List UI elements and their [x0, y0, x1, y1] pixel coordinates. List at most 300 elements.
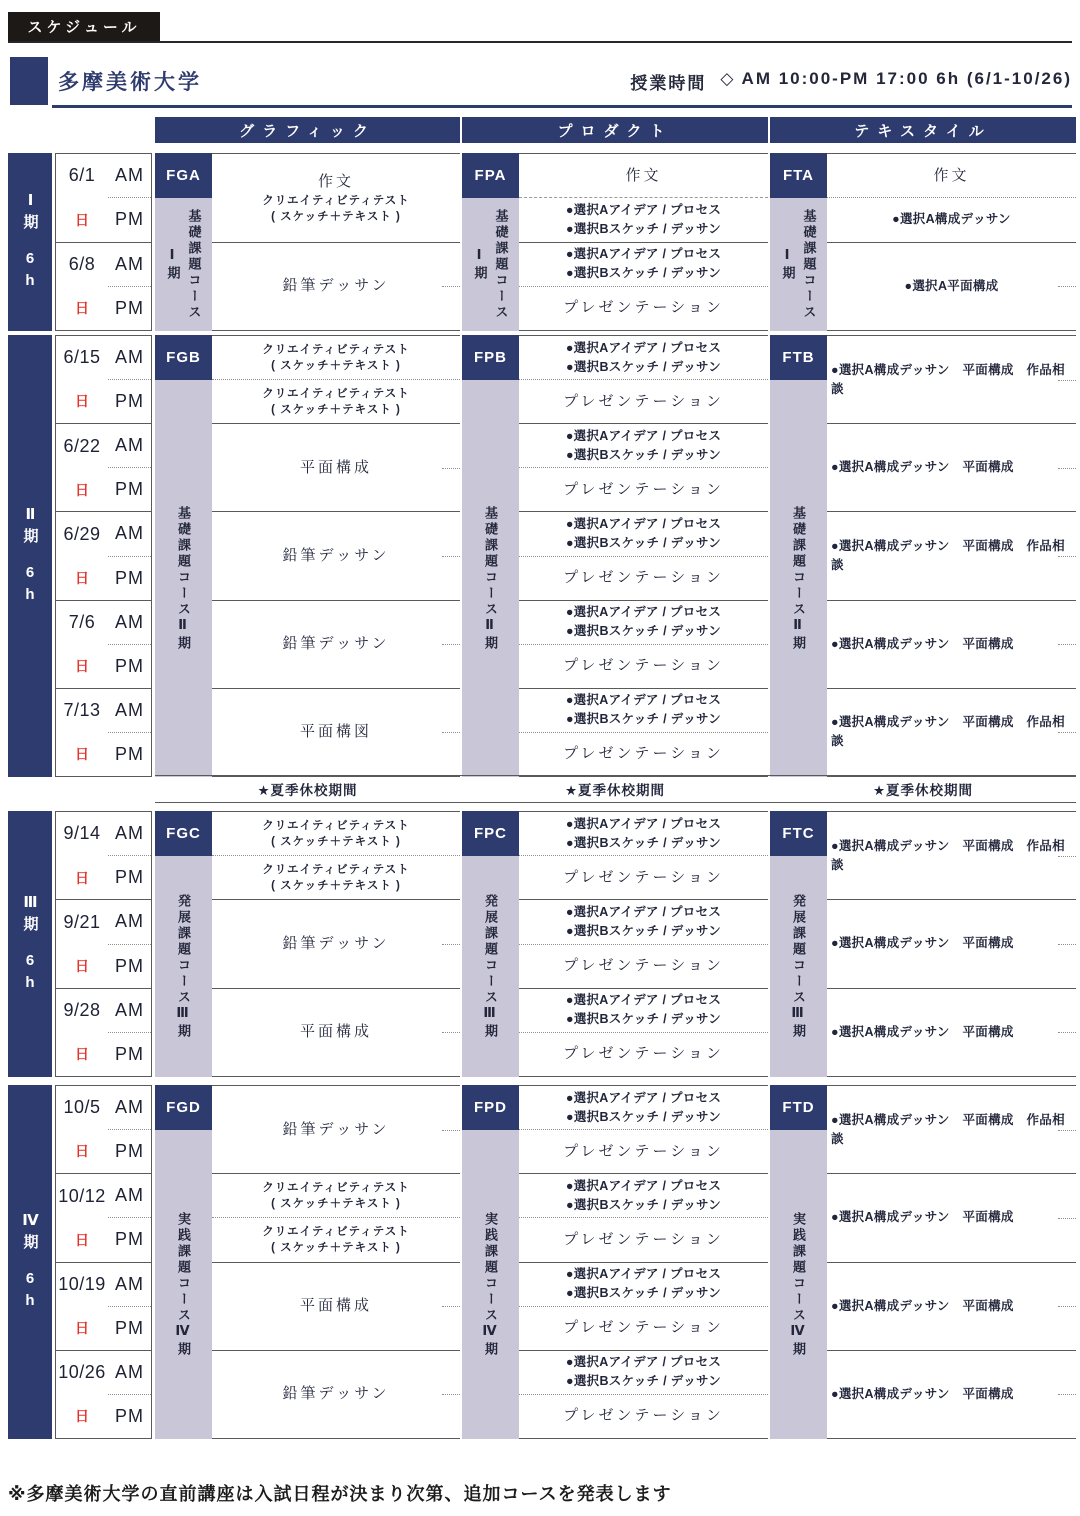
schedule-cell-group [827, 1263, 1076, 1351]
course-band-label: 実践課題コースⅣ期 [791, 1211, 806, 1358]
cell-text: クリエイティビティテスト [262, 863, 410, 876]
date-group [56, 1086, 151, 1174]
cell-text: ●選択Bスケッチ / デッサン [566, 359, 721, 374]
date-group [56, 154, 151, 243]
cell-text: ●選択A構成デッサン 平面構成 [831, 1024, 1014, 1039]
header-rule [52, 105, 1072, 108]
date-label: 10/26 [58, 1362, 106, 1383]
period-label [8, 335, 52, 777]
cell-text: ●選択A構成デッサン 平面構成 作品相談 [831, 838, 1065, 872]
schedule-cell-group [827, 512, 1076, 600]
schedule-cell-group [212, 689, 460, 776]
course-band [462, 856, 519, 1077]
date-group [56, 1174, 151, 1262]
course-band-label: 基礎課題コースⅡ期 [483, 505, 498, 652]
cell-text: ●選択A構成デッサン 平面構成 作品相談 [831, 715, 1065, 749]
cell-text: ●選択Bスケッチ / デッサン [566, 221, 721, 236]
day-label: 日 [75, 746, 89, 763]
course-band-label: 実践課題コースⅣ期 [483, 1211, 498, 1358]
day-label: 日 [75, 1231, 89, 1248]
course-code-badge: FTA [770, 153, 827, 198]
date-label: 7/6 [68, 611, 96, 632]
am-label: AM [108, 336, 151, 380]
date-label: 9/21 [63, 911, 101, 932]
schedule-cell [827, 900, 1076, 987]
cell-text: ( スケッチ＋テキスト ) [271, 359, 401, 372]
schedule-cell-am [212, 1174, 460, 1217]
schedule-cell-group [519, 812, 768, 900]
schedule-cell-group [519, 424, 768, 512]
pm-label: PM [115, 479, 144, 500]
cell-text: 鉛筆デッサン [282, 547, 390, 564]
date-group [56, 989, 151, 1076]
schedule-cell-am [519, 1351, 768, 1394]
course-code-badge: FPD [462, 1085, 519, 1130]
course-code-badge: FGB [155, 335, 212, 380]
schedule-cell-pm [519, 286, 768, 330]
schedule-cell [827, 1086, 1076, 1173]
cell-text: プレゼンテーション [563, 392, 724, 410]
date-group [56, 812, 151, 900]
cell-text: ( スケッチ＋テキスト ) [271, 1197, 401, 1210]
course-band-t [770, 153, 827, 331]
course-band [155, 1130, 212, 1439]
date-column [55, 811, 152, 1077]
schedule-cell-am [519, 601, 768, 644]
schedule-cell-group [827, 424, 1076, 512]
date-label: 10/19 [58, 1273, 106, 1294]
am-label: AM [108, 243, 151, 287]
cell-text: プレゼンテーション [563, 657, 724, 675]
content-column-g [212, 153, 460, 331]
schedule-cell-group [212, 336, 460, 424]
schedule-cell [212, 689, 460, 776]
cell-text: ●選択Aアイデア / プロセス [565, 1267, 722, 1282]
course-term-label: Ⅰ期 [780, 247, 796, 282]
cell-text: クリエイティビティテスト [262, 1181, 410, 1194]
cell-text: ●選択Bスケッチ / デッサン [566, 624, 721, 639]
date-group [56, 243, 151, 331]
cell-text: プレゼンテーション [563, 957, 724, 975]
schedule-cell-group [827, 812, 1076, 900]
period-label [8, 153, 52, 331]
schedule-cell-group [827, 336, 1076, 424]
cell-text: 平面構成 [299, 1023, 372, 1041]
content-column-p [519, 335, 768, 777]
am-label: AM [108, 424, 151, 468]
content-column-t [827, 335, 1076, 777]
course-band-label: 発展課題コースⅢ期 [791, 893, 806, 1040]
period-hours: 6h [21, 249, 39, 294]
cell-text: ●選択Aアイデア / プロセス [565, 428, 722, 443]
content-column-p [519, 1085, 768, 1439]
course-band-g [155, 153, 212, 331]
course-band [462, 198, 519, 331]
period-block-1 [8, 153, 1076, 331]
cell-text: プレゼンテーション [563, 569, 724, 587]
schedule-cell-am [519, 512, 768, 555]
schedule-cell-am [519, 336, 768, 379]
content-column-g [212, 811, 460, 1077]
cell-text: ●選択Bスケッチ / デッサン [566, 1374, 721, 1389]
cell-text: ●選択Aアイデア / プロセス [565, 605, 722, 620]
schedule-cell [827, 812, 1076, 899]
am-label: AM [108, 154, 151, 198]
pm-label: PM [115, 1317, 144, 1338]
course-band-label: 基礎課題コース [493, 208, 509, 321]
schedule-cell [827, 1174, 1076, 1261]
date-group [56, 601, 151, 689]
course-band-g [155, 335, 212, 777]
schedule-cell-pm [519, 1306, 768, 1350]
schedule-cell-pm [827, 197, 1076, 241]
course-code-badge: FGD [155, 1085, 212, 1130]
footnote: ※多摩美術大学の直前講座は入試日程が決まり次第、追加コースを発表します [8, 1484, 672, 1504]
schedule-cell-pm [519, 855, 768, 899]
cell-text: プレゼンテーション [563, 868, 724, 886]
day-label: 日 [75, 658, 89, 675]
course-band-label: 基礎課題コース [801, 208, 817, 321]
cell-text: プレゼンテーション [563, 1230, 724, 1248]
schedule-cell-group [212, 812, 460, 900]
period-term: Ⅳ期 [21, 1210, 39, 1254]
schedule-cell-am [519, 243, 768, 286]
schedule-cell [212, 900, 460, 987]
cell-text: 鉛筆デッサン [282, 934, 390, 952]
course-band [155, 380, 212, 777]
schedule-cell-group [827, 1086, 1076, 1174]
course-band-p [462, 811, 519, 1077]
schedule-cell [827, 424, 1076, 511]
cell-text: 平面構図 [299, 723, 372, 741]
cell-text: ●選択Aアイデア / プロセス [565, 993, 722, 1008]
date-label: 6/29 [63, 523, 101, 544]
schedule-cell-group [827, 689, 1076, 776]
pm-label: PM [115, 867, 144, 888]
cell-text: ●選択Bスケッチ / デッサン [566, 1197, 721, 1212]
pm-label: PM [115, 567, 144, 588]
date-column [55, 1085, 152, 1439]
schedule-cell-group [519, 1263, 768, 1351]
date-label: 7/13 [63, 700, 101, 721]
date-group [56, 512, 151, 600]
summer-break-label: ★夏季休校期間 [564, 783, 666, 798]
am-label: AM [108, 1086, 151, 1130]
content-column-t [827, 811, 1076, 1077]
date-group [56, 336, 151, 424]
schedule-cell-group [212, 900, 460, 988]
schedule-cell-group [827, 1351, 1076, 1438]
schedule-cell-group [519, 1086, 768, 1174]
cell-text: ●選択Bスケッチ / デッサン [566, 835, 721, 850]
cell-text: 作文 [317, 172, 354, 190]
course-band [770, 856, 827, 1077]
schedule-cell-am [519, 1086, 768, 1129]
cell-text: ( スケッチ＋テキスト ) [271, 1241, 401, 1254]
course-band [770, 198, 827, 331]
schedule-cell-pm [212, 1217, 460, 1261]
cell-text: ●選択Aアイデア / プロセス [565, 904, 722, 919]
course-term-label: Ⅰ期 [165, 247, 181, 282]
cell-text: ●選択A構成デッサン [892, 212, 1011, 227]
day-label: 日 [75, 1046, 89, 1063]
date-group [56, 1351, 151, 1438]
cell-text: ●選択Aアイデア / プロセス [565, 1355, 722, 1370]
day-label: 日 [75, 211, 89, 228]
schedule-cell-group [212, 1174, 460, 1262]
day-label: 日 [75, 1143, 89, 1160]
cell-text: プレゼンテーション [563, 1319, 724, 1337]
column-header-t: テキスタイル [770, 117, 1076, 143]
course-band [770, 380, 827, 777]
schedule-cell-pm [519, 1217, 768, 1261]
schedule-cell-group [519, 512, 768, 600]
cell-text: プレゼンテーション [563, 1142, 724, 1160]
content-column-p [519, 153, 768, 331]
pm-label: PM [115, 1141, 144, 1162]
pm-label: PM [115, 955, 144, 976]
schedule-cell-pm [519, 556, 768, 600]
column-header-g: グラフィック [155, 117, 460, 143]
schedule-cell [212, 154, 460, 242]
cell-text: ●選択Bスケッチ / デッサン [566, 1109, 721, 1124]
summer-break-label: ★夏季休校期間 [257, 783, 358, 798]
am-label: AM [108, 900, 151, 944]
pm-label: PM [115, 655, 144, 676]
schedule-cell-pm [519, 644, 768, 688]
cell-text: ●選択Bスケッチ / デッサン [566, 923, 721, 938]
cell-text: ●選択Bスケッチ / デッサン [566, 712, 721, 727]
date-group [56, 1263, 151, 1351]
cell-text: 作文 [933, 166, 970, 184]
schedule-cell-group [212, 1263, 460, 1351]
content-column-g [212, 335, 460, 777]
date-group [56, 900, 151, 988]
cell-text: ●選択A平面構成 [904, 278, 999, 293]
schedule-cell-group [212, 154, 460, 243]
day-label: 日 [75, 481, 89, 498]
cell-text: ●選択Aアイデア / プロセス [565, 816, 722, 831]
schedule-cell-group [212, 1086, 460, 1174]
course-band-t [770, 335, 827, 777]
schedule-tag: スケジュール [8, 12, 160, 41]
course-band-t [770, 1085, 827, 1439]
cell-text: プレゼンテーション [563, 299, 724, 317]
schedule-cell-group [519, 989, 768, 1076]
pm-label: PM [115, 297, 144, 318]
date-column [55, 335, 152, 777]
cell-text: ●選択A構成デッサン 平面構成 [831, 936, 1014, 951]
header-accent-square [10, 57, 48, 105]
cell-text: プレゼンテーション [563, 745, 724, 763]
cell-text: ●選択Bスケッチ / デッサン [566, 535, 721, 550]
date-label: 9/28 [63, 999, 101, 1020]
period-term: Ⅰ期 [21, 190, 39, 234]
period-block-3 [8, 811, 1076, 1077]
schedule-cell [827, 336, 1076, 423]
cell-text: ●選択Bスケッチ / デッサン [566, 447, 721, 462]
top-rule [8, 41, 1072, 43]
schedule-cell-group [519, 601, 768, 689]
schedule-cell-group [519, 1174, 768, 1262]
cell-text: クリエイティビティテスト [262, 1225, 410, 1238]
cell-text: 平面構成 [299, 458, 372, 476]
course-code-badge: FTC [770, 811, 827, 856]
course-band [462, 1130, 519, 1439]
cell-text: ●選択Aアイデア / プロセス [565, 516, 722, 531]
page-title: 多摩美術大学 [58, 71, 202, 94]
cell-text: ●選択Aアイデア / プロセス [565, 1178, 722, 1193]
schedule-cell-pm [519, 944, 768, 988]
schedule-cell-pm [519, 197, 768, 241]
date-label: 10/12 [58, 1185, 106, 1206]
cell-text: ●選択A構成デッサン 平面構成 作品相談 [831, 539, 1065, 572]
schedule-cell [212, 424, 460, 511]
course-band-p [462, 153, 519, 331]
schedule-cell [827, 512, 1076, 599]
period-block-4 [8, 1085, 1076, 1439]
schedule-cell-group [212, 424, 460, 512]
class-time-value: ◇ AM 10:00-PM 17:00 6h (6/1-10/26) [720, 69, 1072, 88]
schedule-cell-group [519, 336, 768, 424]
date-group [56, 424, 151, 512]
am-label: AM [108, 989, 151, 1033]
schedule-cell [212, 1086, 460, 1173]
course-band-label: 基礎課題コースⅡ期 [176, 505, 191, 652]
cell-text: ●選択A構成デッサン 平面構成 作品相談 [831, 362, 1065, 396]
schedule-cell-group [519, 689, 768, 776]
cell-text: 鉛筆デッサン [282, 277, 390, 295]
am-label: AM [108, 512, 151, 556]
schedule-cell-am [519, 154, 768, 197]
schedule-cell-am [519, 812, 768, 855]
pm-label: PM [115, 209, 144, 230]
schedule-cell-am [212, 812, 460, 855]
cell-text: ●選択A構成デッサン 平面構成 [831, 460, 1014, 475]
course-code-badge: FTD [770, 1085, 827, 1130]
date-label: 9/14 [63, 823, 101, 844]
course-band-p [462, 335, 519, 777]
schedule-cell-pm [519, 467, 768, 511]
schedule-cell-group [827, 989, 1076, 1076]
period-hours: 6h [21, 951, 39, 996]
schedule-cell-group [827, 900, 1076, 988]
schedule-cell-group [827, 1174, 1076, 1262]
course-band [155, 856, 212, 1077]
am-label: AM [108, 601, 151, 645]
period-label [8, 1085, 52, 1439]
course-band-p [462, 1085, 519, 1439]
schedule-cell-group [827, 601, 1076, 689]
course-code-badge: FPB [462, 335, 519, 380]
schedule-cell-am [519, 1174, 768, 1217]
am-label: AM [108, 1174, 151, 1218]
am-label: AM [108, 1263, 151, 1307]
period-hours: 6h [21, 1269, 39, 1314]
schedule-cell-am [519, 689, 768, 732]
cell-text: クリエイティビティテスト [262, 194, 410, 207]
schedule-cell [212, 1351, 460, 1438]
schedule-cell-am [519, 1263, 768, 1306]
course-code-badge: FGA [155, 153, 212, 198]
schedule-cell-group [212, 512, 460, 600]
day-label: 日 [75, 1408, 89, 1425]
schedule-cell-pm [212, 379, 460, 423]
cell-text: 鉛筆デッサン [282, 635, 390, 653]
schedule-cell-pm [519, 1032, 768, 1076]
cell-text: ●選択A構成デッサン 平面構成 [831, 1210, 1014, 1225]
course-band-t [770, 811, 827, 1077]
cell-text: ●選択Aアイデア / プロセス [565, 202, 722, 217]
schedule-cell-am [519, 989, 768, 1032]
summer-break-label: ★夏季休校期間 [872, 783, 974, 798]
cell-text: ●選択Aアイデア / プロセス [565, 693, 722, 708]
cell-text: ●選択A構成デッサン 平面構成 [831, 636, 1014, 651]
schedule-cell-group [827, 243, 1076, 331]
am-label: AM [108, 1351, 151, 1395]
course-code-badge: FPA [462, 153, 519, 198]
course-band [155, 198, 212, 331]
schedule-cell-group [827, 154, 1076, 243]
date-label: 10/5 [63, 1097, 101, 1118]
course-band-label: 基礎課題コースⅡ期 [791, 505, 806, 652]
cell-text: ●選択Bスケッチ / デッサン [566, 266, 721, 281]
schedule-cell-group [519, 1351, 768, 1438]
cell-text: クリエイティビティテスト [262, 387, 410, 400]
period-hours: 6h [21, 563, 39, 608]
course-code-badge: FTB [770, 335, 827, 380]
day-label: 日 [75, 869, 89, 886]
am-label: AM [108, 812, 151, 856]
date-label: 6/8 [68, 253, 96, 274]
course-band-g [155, 1085, 212, 1439]
cell-text: クリエイティビティテスト [262, 819, 410, 832]
course-term-label: Ⅰ期 [472, 247, 488, 282]
pm-label: PM [115, 1229, 144, 1250]
pm-label: PM [115, 1405, 144, 1426]
schedule-cell-group [212, 601, 460, 689]
course-band-label: 発展課題コースⅢ期 [483, 893, 498, 1040]
schedule-cell [212, 601, 460, 688]
course-band-label: 基礎課題コース [186, 208, 202, 321]
cell-text: ●選択A構成デッサン 平面構成 作品相談 [831, 1112, 1065, 1146]
schedule-cell-pm [519, 732, 768, 776]
cell-text: プレゼンテーション [563, 1407, 724, 1425]
column-header-p: プロダクト [462, 117, 768, 143]
schedule-cell [827, 989, 1076, 1076]
schedule-cell-am [212, 336, 460, 379]
day-label: 日 [75, 300, 89, 317]
cell-text: プレゼンテーション [563, 480, 724, 498]
cell-text: ●選択Aアイデア / プロセス [565, 1090, 722, 1105]
schedule-cell-group [519, 243, 768, 331]
pm-label: PM [115, 391, 144, 412]
schedule-cell-am [519, 424, 768, 467]
schedule-cell [827, 1263, 1076, 1350]
cell-text: ●選択Aアイデア / プロセス [565, 247, 722, 262]
date-label: 6/15 [63, 347, 101, 368]
schedule-cell-pm [212, 855, 460, 899]
schedule-cell-am [827, 154, 1076, 197]
period-block-2 [8, 335, 1076, 777]
period-label [8, 811, 52, 1077]
date-label: 6/22 [63, 435, 101, 456]
day-label: 日 [75, 569, 89, 586]
cell-text: ( スケッチ＋テキスト ) [271, 879, 401, 892]
schedule-cell [827, 601, 1076, 688]
schedule-cell-am [519, 900, 768, 943]
date-label: 6/1 [68, 165, 96, 186]
